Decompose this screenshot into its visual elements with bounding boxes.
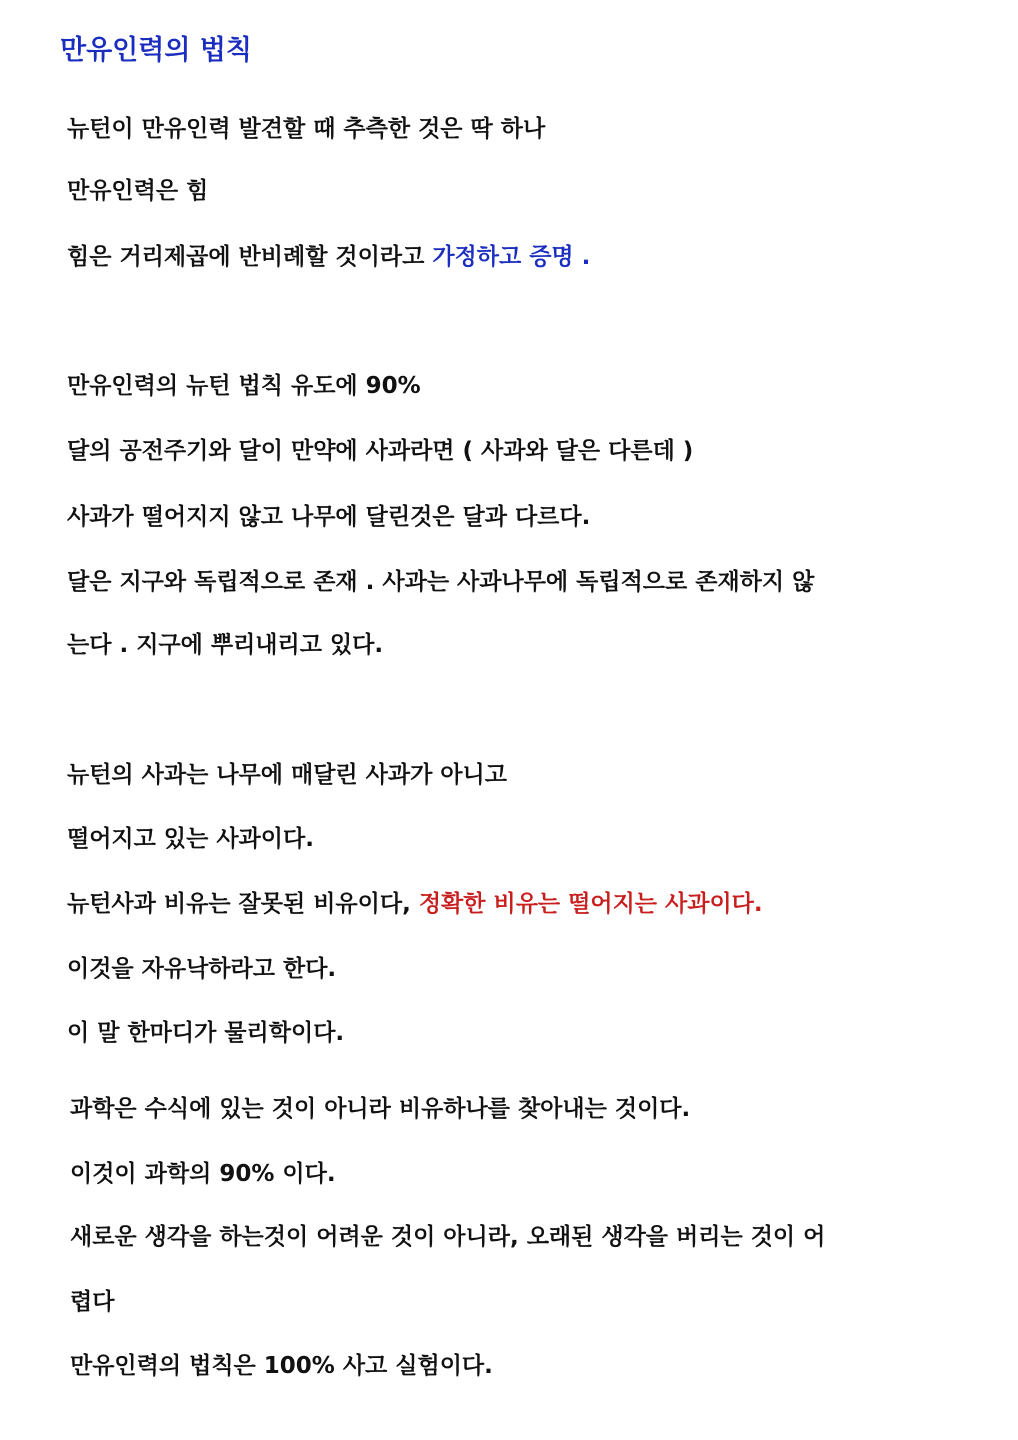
text-line-p2-2: 달의 공전주기와 달이 만약에 사과라면 ( 사과와 달은 다른데 ) bbox=[67, 438, 694, 464]
text-line-p3-4: 이것을 자유낙하라고 한다. bbox=[67, 956, 337, 982]
text-line-p3-2: 떨어지고 있는 사과이다. bbox=[67, 826, 314, 852]
text-line-p3-1: 뉴턴의 사과는 나무에 매달린 사과가 아니고 bbox=[67, 762, 507, 788]
text-line-p4-3: 새로운 생각을 하는것이 어려운 것이 아니라, 오래된 생각을 버리는 것이 어 bbox=[70, 1224, 826, 1250]
text-line-p1-1: 뉴턴이 만유인력 발견할 때 추측한 것은 딱 하나 bbox=[67, 116, 546, 142]
text-line-p4-1: 과학은 수식에 있는 것이 아니라 비유하나를 찾아내는 것이다. bbox=[70, 1096, 691, 1122]
text-segment: 힘은 거리제곱에 반비례할 것이라고 bbox=[67, 244, 433, 270]
text-line-p3-5: 이 말 한마디가 물리학이다. bbox=[67, 1020, 345, 1046]
text-line-p4-5: 만유인력의 법칙은 100% 사고 실험이다. bbox=[70, 1353, 493, 1379]
text-line-p1-3 bbox=[67, 238, 590, 271]
blue-highlight-text: 가정하고 증명 . bbox=[432, 244, 591, 270]
text-line-p2-1: 만유인력의 뉴턴 법칙 유도에 90% bbox=[67, 373, 421, 399]
text-line-p4-4: 렵다 bbox=[70, 1289, 115, 1315]
text-line-p3-3 bbox=[67, 885, 763, 918]
text-line-p4-2: 이것이 과학의 90% 이다. bbox=[70, 1161, 336, 1187]
page-title: 만유인력의 법칙 bbox=[60, 35, 252, 66]
text-segment: 뉴턴사과 비유는 잘못된 비유이다, bbox=[67, 891, 419, 917]
text-line-p2-3: 사과가 떨어지지 않고 나무에 달린것은 달과 다르다. bbox=[67, 504, 591, 530]
text-line-p1-2: 만유인력은 힘 bbox=[67, 178, 209, 204]
text-line-p2-5: 는다 . 지구에 뿌리내리고 있다. bbox=[67, 632, 384, 658]
text-line-p2-4: 달은 지구와 독립적으로 존재 . 사과는 사과나무에 독립적으로 존재하지 않 bbox=[67, 569, 815, 595]
red-highlight-text: 정확한 비유는 떨어지는 사과이다. bbox=[418, 891, 763, 917]
